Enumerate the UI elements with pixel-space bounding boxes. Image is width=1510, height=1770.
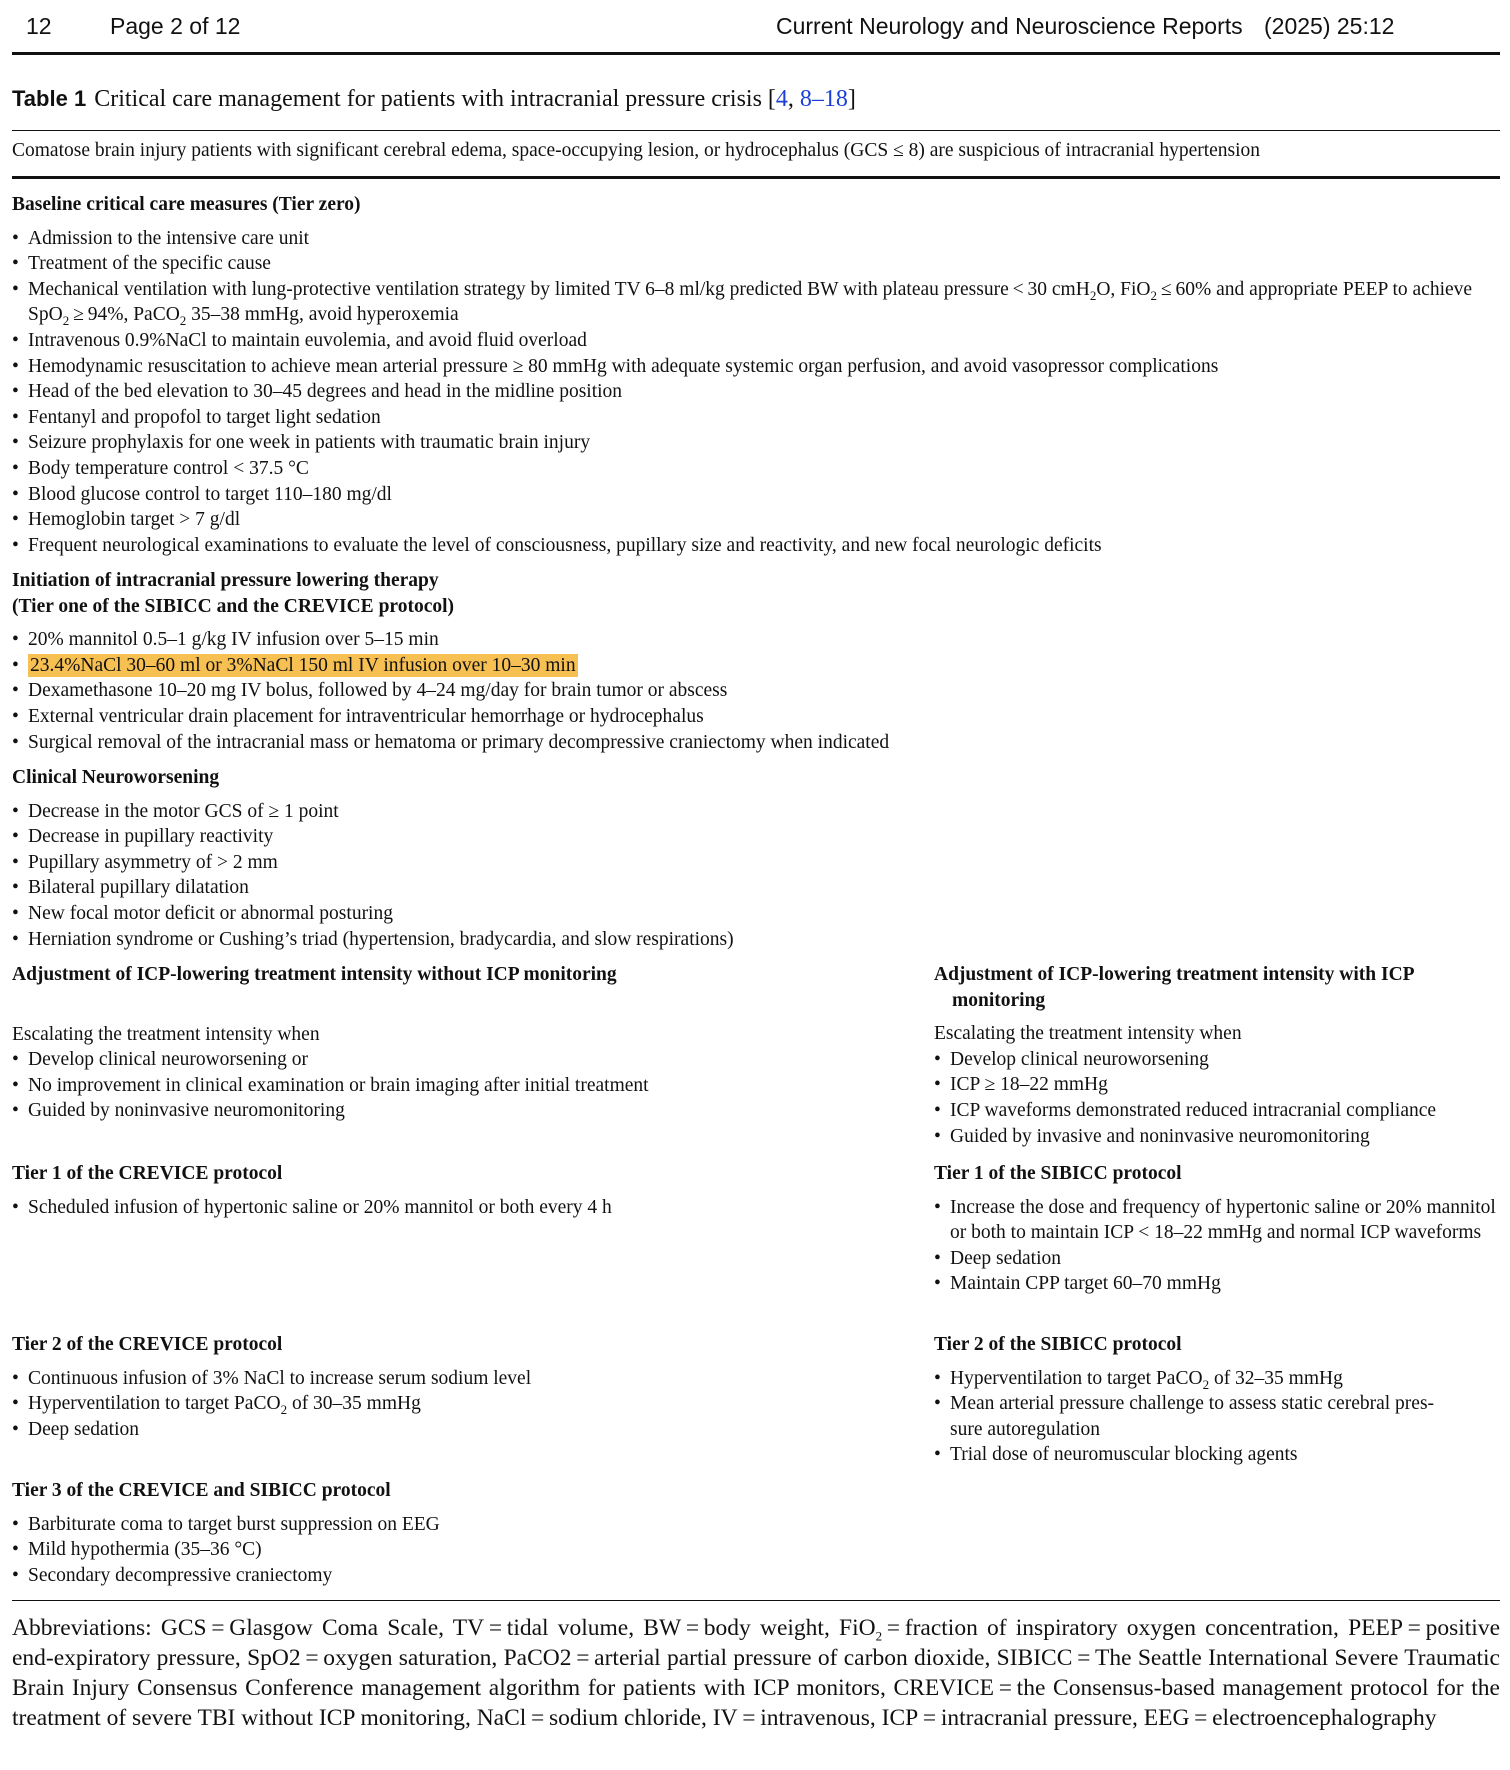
list-item: • Surgical removal of the intracranial mass or hematoma or primary decompressive craniectomy when indicated xyxy=(12,730,1500,756)
table-bottom-rule xyxy=(12,1600,1500,1601)
reference-separator: , xyxy=(787,86,800,112)
list-item: • ICP waveforms demonstrated reduced intracranial compliance xyxy=(934,1098,1500,1124)
list-item: • Decrease in the motor GCS of ≥ 1 point xyxy=(12,799,1500,825)
list-item: • Deep sedation xyxy=(934,1246,1500,1272)
reference-close: ] xyxy=(847,86,856,112)
without-icp-escalate: Escalating the treatment intensity when xyxy=(12,1023,320,1045)
sibicc-tier2-list xyxy=(934,1366,1500,1468)
with-icp-heading: Adjustment of ICP-lowering treatment intensity with ICP monitoring xyxy=(934,964,1414,1011)
crevice-tier2-section xyxy=(12,1332,912,1442)
table-header-rule xyxy=(12,176,1500,179)
list-item: • No improvement in clinical examination or brain imaging after initial treatment xyxy=(12,1073,912,1099)
year-volume: (2025) 25:12 xyxy=(1264,13,1395,39)
list-item: • Intravenous 0.9%NaCl to maintain euvolemia, and avoid fluid overload xyxy=(12,328,1500,354)
sibicc-tier2-heading: Tier 2 of the SIBICC protocol xyxy=(934,1334,1182,1355)
sibicc-tier2-section xyxy=(934,1332,1500,1468)
list-item: • New focal motor deficit or abnormal posturing xyxy=(12,901,1500,927)
sibicc-tier1-section xyxy=(934,1161,1500,1297)
list-item: • Treatment of the specific cause xyxy=(12,251,1500,277)
list-item: • Increase the dose and frequency of hypertonic saline or 20% mannitol or both to maintain ICP < 18–22 mmHg and normal ICP waveforms xyxy=(934,1195,1500,1246)
list-item: • Hyperventilation to target PaCO$_2$ of 32–35 mmHg xyxy=(934,1366,1500,1392)
tier-one-section xyxy=(12,568,1500,755)
list-item-highlighted xyxy=(12,653,1500,679)
list-item: • Develop clinical neuroworsening xyxy=(934,1047,1500,1073)
list-item: • Pupillary asymmetry of > 2 mm xyxy=(12,850,1500,876)
list-item: • Frequent neurological examinations to evaluate the level of consciousness, pupillary size and reactivity, and new focal neurologic deficits xyxy=(12,533,1500,559)
neuroworsening-heading: Clinical Neuroworsening xyxy=(12,767,220,788)
list-item: • Hyperventilation to target PaCO$_2$ of 30–35 mmHg xyxy=(12,1391,912,1417)
abbreviations-footnote: Abbreviations: GCS = Glasgow Coma Scale, TV = tidal volume, BW = body weight, FiO$_2$ = fraction of inspiratory oxygen concentration, PEEP = positive end-expiratory pressure, SpO2 = oxygen saturation, PaCO2 = arterial partial pressure of carbon dioxide, SIBICC = The Seattle International Severe Traumatic Brain Injury Consensus Conference management algorithm for patients with ICP monitors, CREVICE = the Consensus-based management protocol for the treatment of severe TBI without ICP monitoring, NaCl = sodium chloride, IV = intravenous, ICP = intracranial pressure, EEG = electroencephalography xyxy=(12,1615,1500,1731)
tier3-list xyxy=(12,1512,912,1589)
table-intro: Comatose brain injury patients with significant cerebral edema, space-occupying lesion, or hydrocephalus (GCS ≤ 8) are suspicious of intracranial hypertension xyxy=(12,140,1261,161)
highlighted-text[interactable]: 23.4%NaCl 30–60 ml or 3%NaCl 150 ml IV infusion over 10–30 min xyxy=(30,654,576,676)
tier-zero-heading: Baseline critical care measures (Tier zero) xyxy=(12,194,361,215)
list-item: • Body temperature control < 37.5 °C xyxy=(12,456,1500,482)
crevice-tier2-heading: Tier 2 of the CREVICE protocol xyxy=(12,1334,283,1355)
list-item: • Blood glucose control to target 110–180 mg/dl xyxy=(12,482,1500,508)
tier3-heading: Tier 3 of the CREVICE and SIBICC protocol xyxy=(12,1480,391,1501)
without-icp-list xyxy=(12,1047,912,1124)
neuroworsening-list xyxy=(12,799,1500,953)
neuroworsening-section xyxy=(12,765,1500,952)
reference-link-4[interactable]: 4 xyxy=(775,86,788,112)
tier-zero-section xyxy=(12,192,1500,558)
page-number: 12 xyxy=(26,13,52,39)
list-item: • Continuous infusion of 3% NaCl to increase serum sodium level xyxy=(12,1366,912,1392)
table-label: Table 1 xyxy=(12,86,87,111)
list-item: • Head of the bed elevation to 30–45 degrees and head in the midline position xyxy=(12,379,1500,405)
list-item: • Deep sedation xyxy=(12,1417,912,1443)
crevice-tier1-section xyxy=(12,1161,912,1220)
tier-one-list xyxy=(12,627,1500,755)
list-item: • Mild hypothermia (35–36 °C) xyxy=(12,1537,912,1563)
with-icp-escalate: Escalating the treatment intensity when xyxy=(934,1023,1242,1045)
list-item: • Fentanyl and propofol to target light sedation xyxy=(12,405,1500,431)
with-icp-list xyxy=(934,1047,1500,1149)
journal-name: Current Neurology and Neuroscience Reports xyxy=(776,13,1243,39)
table-title: Critical care management for patients with intracranial pressure crisis [ xyxy=(94,86,776,112)
list-item: • Maintain CPP target 60–70 mmHg xyxy=(934,1271,1500,1297)
list-item: • Bilateral pupillary dilatation xyxy=(12,875,1500,901)
list-item: • Herniation syndrome or Cushing’s triad (hypertension, bradycardia, and slow respirations) xyxy=(12,927,1500,953)
list-item: • Hemoglobin target > 7 g/dl xyxy=(12,507,1500,533)
list-item: • Guided by invasive and noninvasive neuromonitoring xyxy=(934,1124,1500,1150)
list-item: • Admission to the intensive care unit xyxy=(12,226,1500,252)
with-icp-section xyxy=(934,962,1500,1149)
table-caption xyxy=(12,86,856,113)
list-item: • Decrease in pupillary reactivity xyxy=(12,824,1500,850)
tier-zero-list xyxy=(12,226,1500,559)
list-item: • Develop clinical neuroworsening or xyxy=(12,1047,912,1073)
table-top-rule xyxy=(12,130,1500,131)
without-icp-section xyxy=(12,962,912,1124)
tier-one-heading: Initiation of intracranial pressure lowering therapy xyxy=(12,570,439,591)
crevice-tier2-list xyxy=(12,1366,912,1443)
sibicc-tier1-list xyxy=(934,1195,1500,1297)
list-item: • Barbiturate coma to target burst suppression on EEG xyxy=(12,1512,912,1538)
list-item: • Seizure prophylaxis for one week in patients with traumatic brain injury xyxy=(12,430,1500,456)
list-item: • Dexamethasone 10–20 mg IV bolus, followed by 4–24 mg/day for brain tumor or abscess xyxy=(12,678,1500,704)
page-of-label: Page 2 of 12 xyxy=(110,13,241,39)
tier-one-subheading: (Tier one of the SIBICC and the CREVICE protocol) xyxy=(12,595,455,617)
list-item: • Trial dose of neuromuscular blocking agents xyxy=(934,1442,1500,1468)
list-item: • Secondary decompressive craniectomy xyxy=(12,1563,912,1589)
list-item: • Guided by noninvasive neuromonitoring xyxy=(12,1098,912,1124)
reference-link-8-18[interactable]: 8–18 xyxy=(799,86,848,112)
crevice-tier1-list xyxy=(12,1195,912,1221)
list-item: • External ventricular drain placement for intraventricular hemorrhage or hydrocephalus xyxy=(12,704,1500,730)
crevice-tier1-heading: Tier 1 of the CREVICE protocol xyxy=(12,1163,283,1184)
running-header xyxy=(12,0,1500,55)
list-item: • Mean arterial pressure challenge to assess static cerebral pres- sure autoregulation xyxy=(934,1391,1500,1442)
list-item: • Hemodynamic resuscitation to achieve mean arterial pressure ≥ 80 mmHg with adequate systemic organ perfusion, and avoid vasopressor complications xyxy=(12,354,1500,380)
list-item: • Mechanical ventilation with lung-protective ventilation strategy by limited TV 6–8 ml/kg predicted BW with plateau pressure < 30 cmH$_2$O, FiO$_2$ ≤ 60% and appropriate PEEP to achieve SpO$_2$ ≥ 94%, PaCO$_2$ 35–38 mmHg, avoid hyperoxemia xyxy=(12,277,1500,328)
tier3-section xyxy=(12,1478,912,1588)
list-item: • 20% mannitol 0.5–1 g/kg IV infusion over 5–15 min xyxy=(12,627,1500,653)
list-item: • Scheduled infusion of hypertonic saline or 20% mannitol or both every 4 h xyxy=(12,1195,912,1221)
sibicc-tier1-heading: Tier 1 of the SIBICC protocol xyxy=(934,1163,1182,1184)
list-item: • ICP ≥ 18–22 mmHg xyxy=(934,1072,1500,1098)
without-icp-heading: Adjustment of ICP-lowering treatment intensity without ICP monitoring xyxy=(12,964,617,985)
